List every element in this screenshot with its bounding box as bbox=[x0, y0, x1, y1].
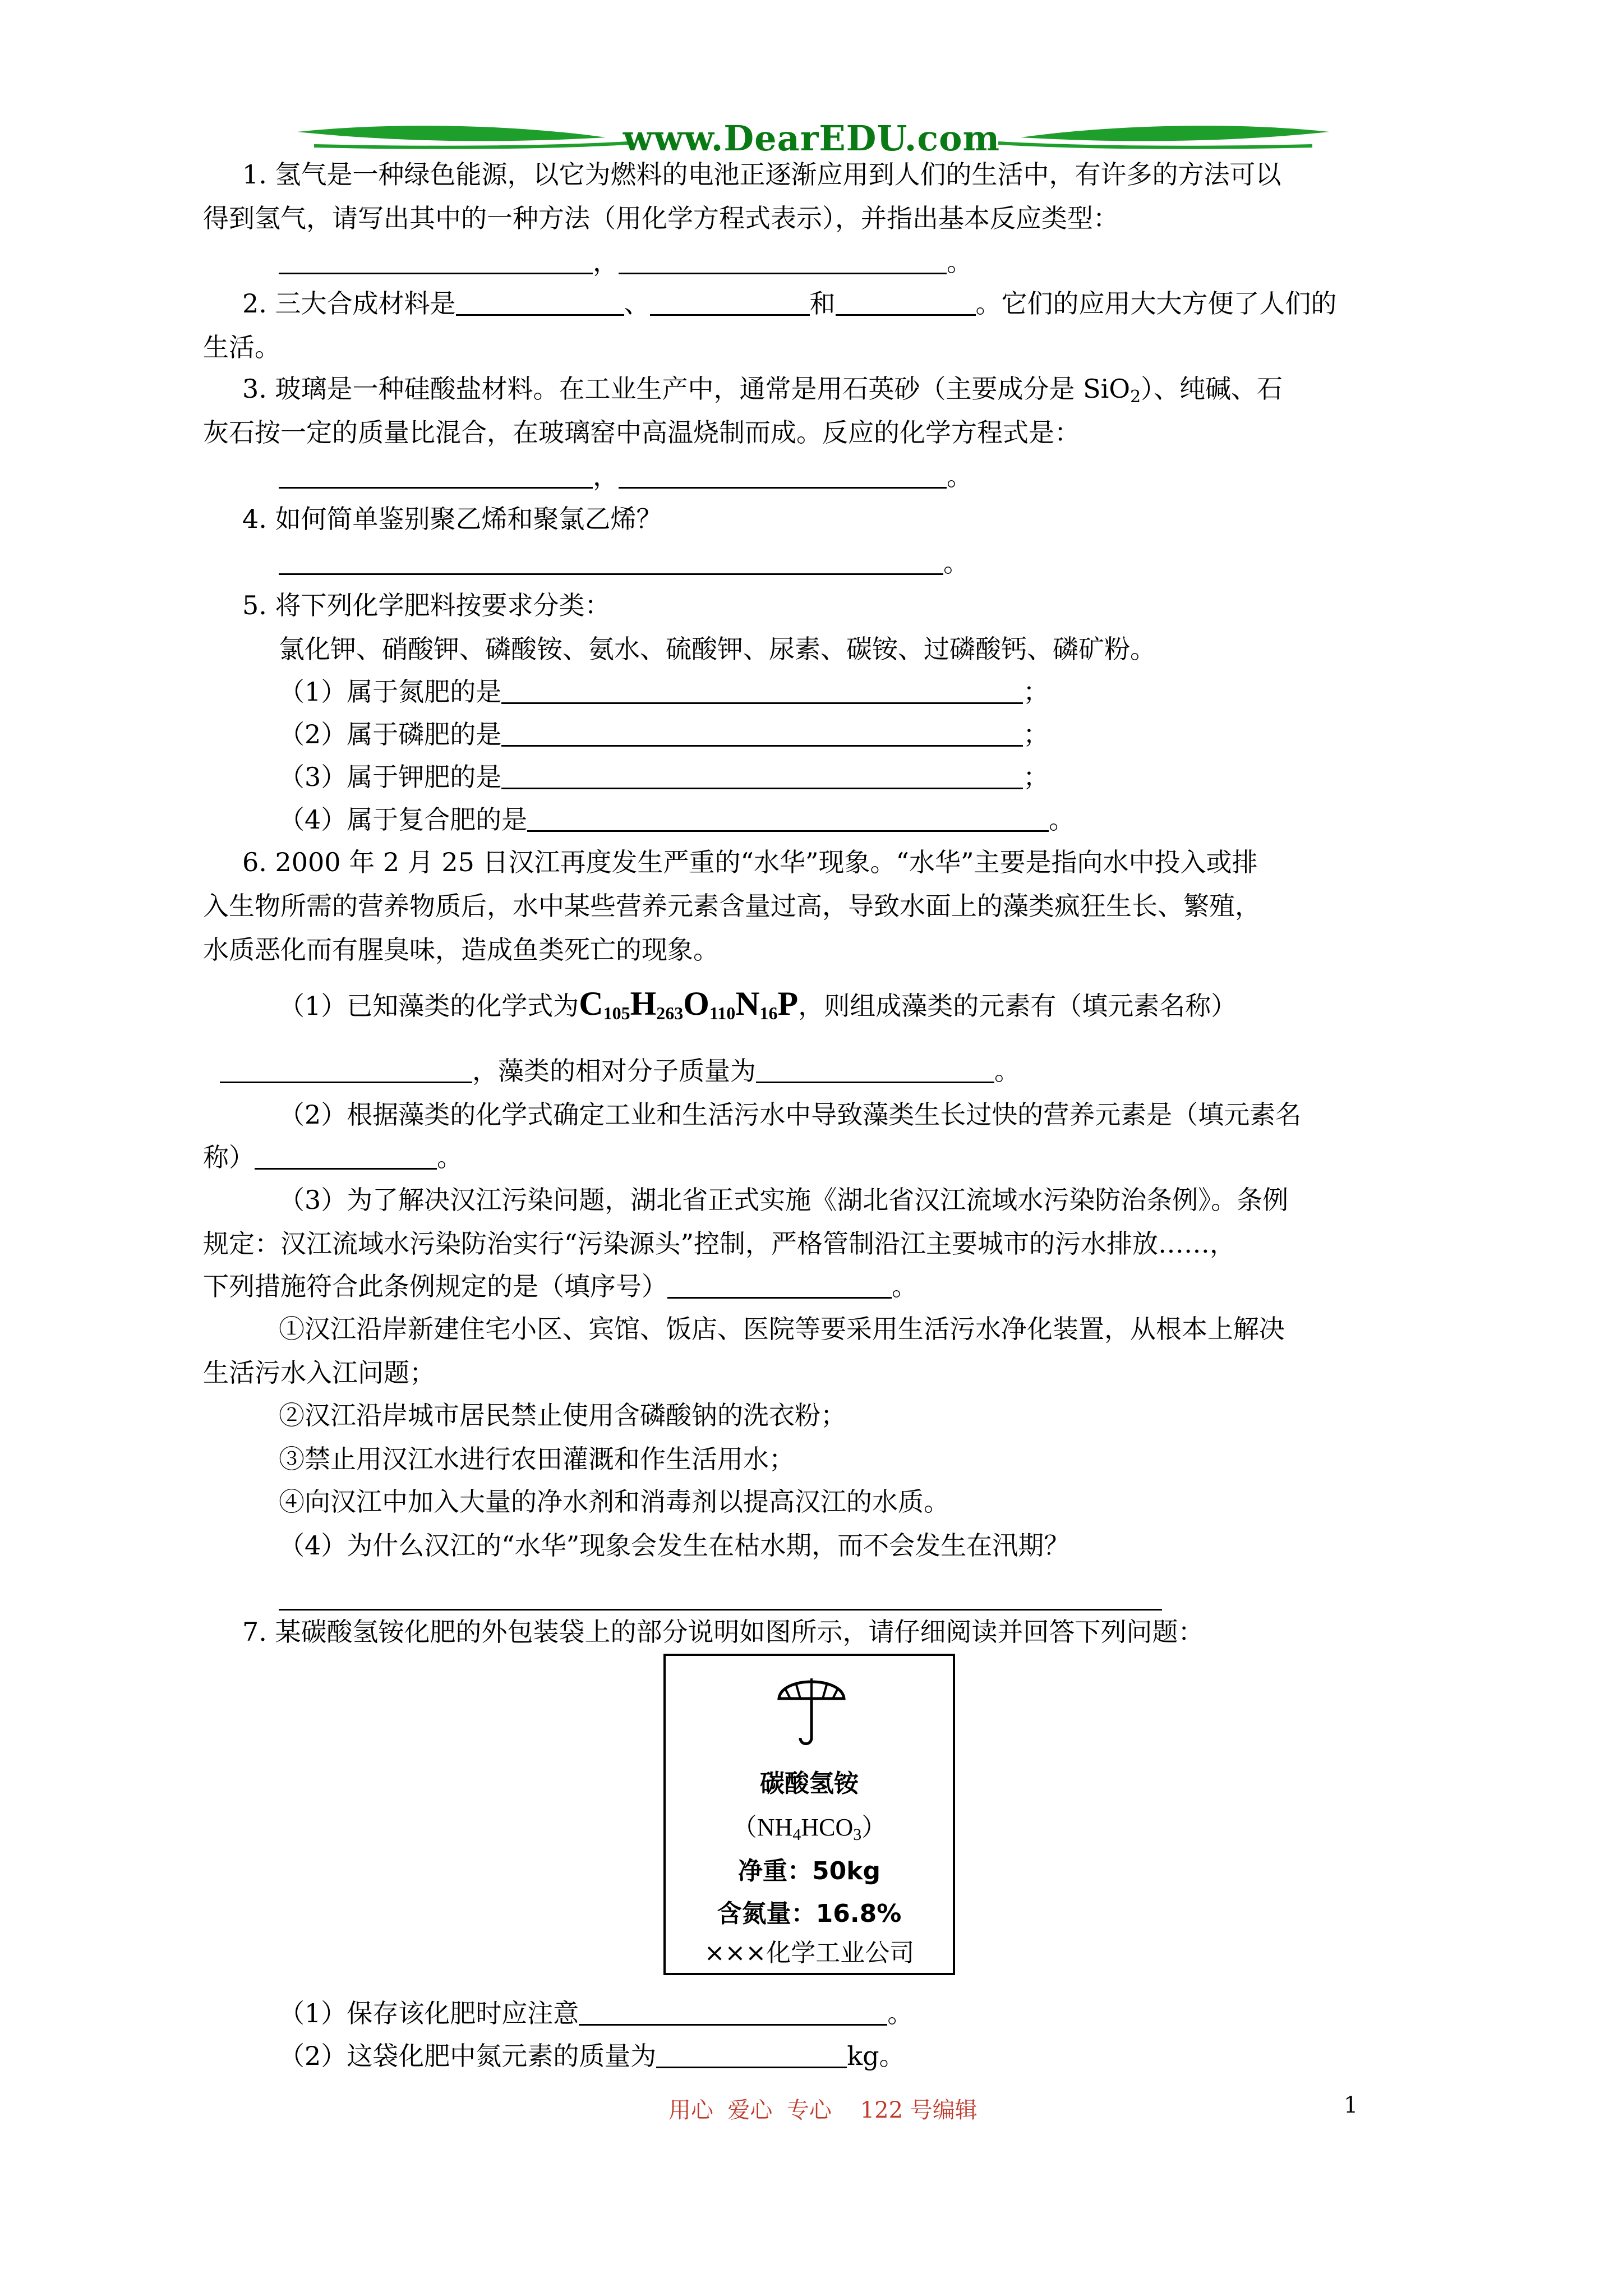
footer-editor-note: 用心 爱心 专心 122 号编辑 bbox=[668, 2097, 978, 2123]
umbrella-icon bbox=[776, 1666, 847, 1749]
q1-blank-2[interactable] bbox=[619, 247, 947, 274]
q3-line1: 3. 玻璃是一种硅酸盐材料。在工业生产中，通常是用石英砂（主要成分是 SiO$_2$）、纯碱、石 bbox=[242, 374, 1283, 407]
q3-line2: 灰石按一定的质量比混合，在玻璃窑中高温烧制而成。反应的化学方程式是： bbox=[203, 417, 1080, 448]
q6-part3-line3: 下列措施符合此条例规定的是（填序号） 。 bbox=[203, 1271, 917, 1301]
q5-item-4: （4）属于复合肥的是 。 bbox=[279, 804, 1075, 835]
q1-line1: 1. 氢气是一种绿色能源，以它为燃料的电池正逐渐应用到人们的生活中，有许多的方法可以 bbox=[242, 159, 1281, 190]
q7-part1: （1）保存该化肥时应注意 。 bbox=[279, 1998, 914, 2028]
q5-line1: 5. 将下列化学肥料按要求分类： bbox=[242, 590, 611, 620]
q6-option-4: ④向汉江中加入大量的净水剂和消毒剂以提高汉江的水质。 bbox=[279, 1487, 949, 1517]
q1-answer-row: ， 。 bbox=[279, 246, 972, 278]
q6-option-3: ③禁止用汉江水进行农田灌溉和作生活用水； bbox=[279, 1444, 795, 1474]
q6-blank-nutrient[interactable] bbox=[255, 1142, 437, 1170]
q5-item-2: （2）属于磷肥的是 ； bbox=[279, 719, 1049, 749]
q6-line1: 6. 2000 年 2 月 25 日汉江再度发生严重的“水华”现象。“水华”主要是指向水中投入或排 bbox=[242, 847, 1258, 877]
q2-line1: 2. 三大合成材料是 、 和 。它们的应用大大方便了人们的 bbox=[242, 288, 1337, 319]
q7-blank-mass[interactable] bbox=[656, 2041, 847, 2068]
label-net-weight: 净重：50kg bbox=[738, 1857, 880, 1885]
q5-blank-1[interactable] bbox=[501, 677, 1023, 704]
q6-blank-options[interactable] bbox=[667, 1271, 892, 1299]
q6-option-2: ②汉江沿岸城市居民禁止使用含磷酸钠的洗衣粉； bbox=[279, 1400, 846, 1430]
q6-line3: 水质恶化而有腥臭味，造成鱼类死亡的现象。 bbox=[203, 935, 719, 965]
q6-part1-line2: ，藻类的相对分子质量为 。 bbox=[220, 1055, 1020, 1087]
q6-blank-part4[interactable] bbox=[279, 1609, 1162, 1611]
q1-line2: 得到氢气，请写出其中的一种方法（用化学方程式表示），并指出基本反应类型： bbox=[203, 203, 1119, 233]
fertilizer-label-box bbox=[663, 1654, 955, 1975]
label-formula: $(NH_4HCO_3)$ bbox=[732, 1814, 887, 1844]
q6-part2-line1: （2）根据藻类的化学式确定工业和生活污水中导致藻类生长过快的营养元素是（填元素名 bbox=[279, 1099, 1302, 1130]
q2-blank-2[interactable] bbox=[650, 288, 810, 316]
q6-option-1-line1: ①汉江沿岸新建住宅小区、宾馆、饭店、医院等要采用生活污水净化装置，从根本上解决 bbox=[279, 1314, 1285, 1344]
q6-line2: 入生物所需的营养物质后，水中某些营养元素含量过高，导致水面上的藻类疯狂生长、繁殖， bbox=[203, 891, 1261, 921]
label-product-name: 碳酸氢铵 bbox=[760, 1769, 859, 1798]
q5-blank-2[interactable] bbox=[501, 719, 1023, 747]
q5-blank-3[interactable] bbox=[501, 762, 1023, 789]
q6-part1-line1: （1）已知藻类的化学式为$C_{105}H_{263}O_{110}N_{16}P$，则组成藻类的元素有（填元素名称） bbox=[279, 985, 1237, 1023]
q2-blank-3[interactable] bbox=[836, 288, 976, 316]
q4-blank[interactable] bbox=[279, 547, 943, 575]
q2-line2: 生活。 bbox=[203, 332, 280, 362]
page-number: 1 bbox=[1344, 2092, 1358, 2118]
q7-blank-storage[interactable] bbox=[579, 1998, 887, 2026]
q3-blank-2[interactable] bbox=[619, 461, 947, 489]
q5-blank-4[interactable] bbox=[527, 804, 1049, 832]
q3-blank-1[interactable] bbox=[279, 461, 593, 489]
q3-answer-row: ， 。 bbox=[279, 460, 972, 493]
q5-item-1: （1）属于氮肥的是 ； bbox=[279, 677, 1049, 707]
label-nitrogen-content: 含氮量：16.8% bbox=[717, 1899, 902, 1928]
q6-part3-line2: 规定：汉江流域水污染防治实行“污染源头”控制，严格管制沿江主要城市的污水排放……， bbox=[203, 1228, 1236, 1259]
q6-blank-elements[interactable] bbox=[220, 1056, 472, 1083]
algae-formula: $C_{105}H_{263}O_{110}N_{16}P$ bbox=[579, 985, 799, 1023]
brand-logo-text: www.DearEDU.com bbox=[623, 118, 1000, 159]
q6-part3-line1: （3）为了解决汉江污染问题，湖北省正式实施《湖北省汉江流域水污染防治条例》。条例 bbox=[279, 1185, 1289, 1215]
q7-line1: 7. 某碳酸氢铵化肥的外包装袋上的部分说明如图所示，请仔细阅读并回答下列问题： bbox=[242, 1617, 1204, 1647]
q6-blank-mass[interactable] bbox=[756, 1056, 994, 1083]
q4-line1: 4. 如何简单鉴别聚乙烯和聚氯乙烯？ bbox=[242, 504, 662, 534]
label-company: ×××化学工业公司 bbox=[704, 1939, 915, 1967]
q5-item-3: （3）属于钾肥的是 ； bbox=[279, 762, 1049, 792]
q1-blank-1[interactable] bbox=[279, 247, 593, 274]
q6-part4: （4）为什么汉江的“水华”现象会发生在枯水期，而不会发生在汛期？ bbox=[279, 1530, 1070, 1561]
q5-fertilizer-list: 氯化钾、硝酸钾、磷酸铵、氨水、硫酸钾、尿素、碳铵、过磷酸钙、磷矿粉。 bbox=[279, 634, 1156, 664]
q6-part2-line2: 称） 。 bbox=[203, 1142, 463, 1172]
q2-blank-1[interactable] bbox=[456, 288, 624, 316]
q4-answer-row: 。 bbox=[279, 546, 969, 579]
q7-part2: （2）这袋化肥中氮元素的质量为 kg。 bbox=[279, 2041, 905, 2071]
q6-option-1-line2: 生活污水入江问题； bbox=[203, 1358, 435, 1388]
